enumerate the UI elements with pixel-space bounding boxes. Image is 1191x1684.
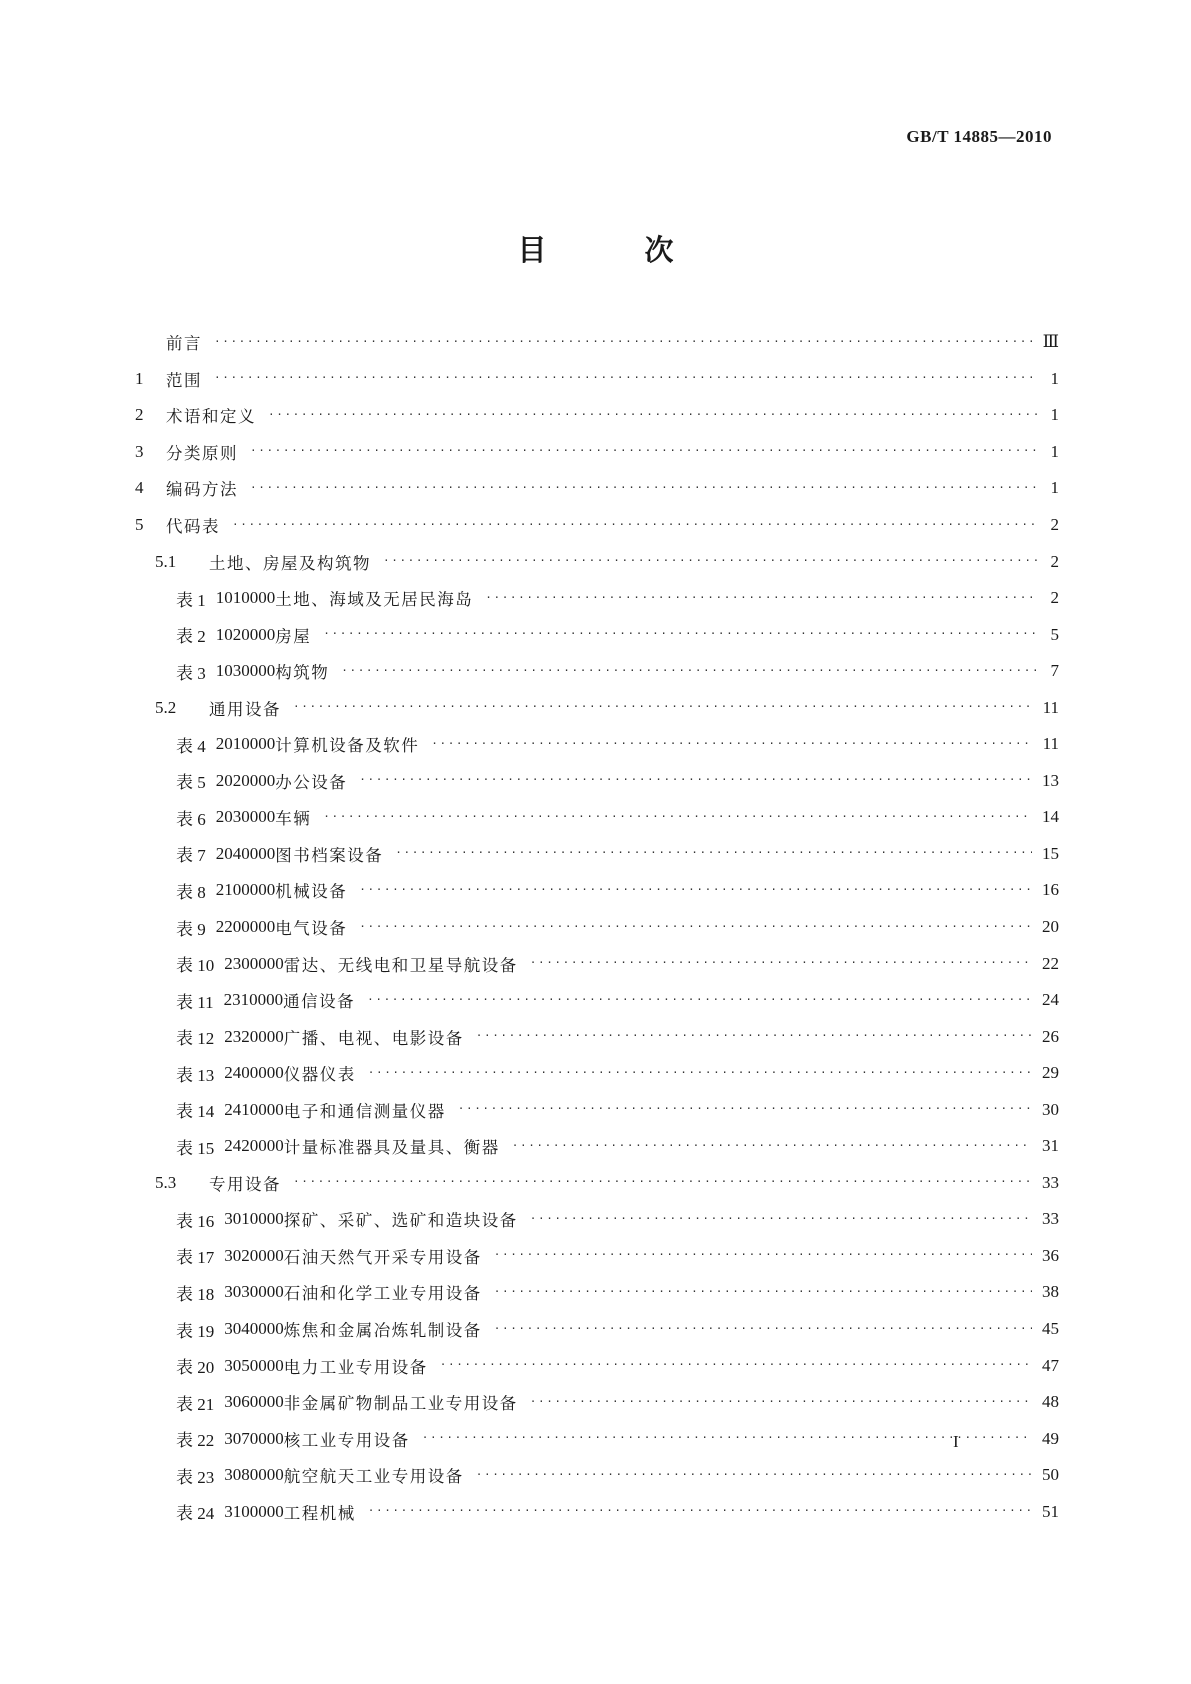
toc-entry-page: 20 <box>1042 917 1059 937</box>
toc-entry[interactable] <box>135 1201 1059 1238</box>
dot-leader <box>214 371 1037 384</box>
toc-entry-number: 表 8 <box>176 882 206 902</box>
toc-entry-label: 土地、房屋及构筑物 <box>209 553 371 573</box>
dot-leader <box>422 1431 1032 1444</box>
toc-entry-number: 表 10 <box>176 956 215 976</box>
toc-entry-code: 2400000 <box>224 1063 284 1083</box>
dot-leader <box>485 591 1037 604</box>
dot-leader <box>268 408 1037 421</box>
toc-entry-label: 石油天然气开采专用设备 <box>283 1247 482 1267</box>
toc-entry-label: 编码方法 <box>166 480 238 500</box>
toc-entry-label: 电力工业专用设备 <box>283 1357 428 1377</box>
dot-leader <box>214 335 1033 348</box>
toc-entry-number: 表 4 <box>176 736 206 756</box>
dot-leader <box>293 1175 1032 1188</box>
toc-entry-page: 1 <box>1050 441 1059 461</box>
toc-entry-number: 5.2 <box>155 697 177 717</box>
page-number: I <box>953 1432 959 1451</box>
dot-leader <box>440 1358 1032 1371</box>
toc-entry[interactable] <box>135 361 1059 398</box>
toc-entry-page: 26 <box>1042 1026 1059 1046</box>
toc-entry-code: 3050000 <box>224 1355 284 1375</box>
toc-entry[interactable] <box>135 1420 1059 1457</box>
toc-entry-page: 2 <box>1050 515 1059 534</box>
toc-entry-label: 探矿、采矿、选矿和造块设备 <box>283 1211 518 1231</box>
toc-entry-number: 表 22 <box>176 1431 215 1451</box>
toc-entry-label: 非金属矿物制品工业专用设备 <box>283 1394 518 1414</box>
toc-entry-page: 48 <box>1042 1392 1059 1412</box>
toc-entry-number: 5 <box>135 515 144 534</box>
toc-entry-code: 2310000 <box>223 990 284 1010</box>
dot-leader <box>341 664 1037 677</box>
toc-entry-number: 2 <box>135 405 144 425</box>
toc-entry-page: 7 <box>1050 661 1059 681</box>
toc-entry-number: 4 <box>135 478 144 498</box>
toc-entry[interactable] <box>135 982 1059 1019</box>
dot-leader <box>494 1248 1032 1261</box>
toc-entry[interactable] <box>135 324 1059 361</box>
toc-entry[interactable] <box>135 434 1059 471</box>
dot-leader <box>359 920 1032 933</box>
toc-entry-page: 38 <box>1042 1282 1059 1302</box>
toc-entry-code: 2100000 <box>215 880 276 900</box>
toc-entry-label: 房屋 <box>275 626 312 646</box>
toc-entry-number: 表 16 <box>176 1211 215 1231</box>
toc-entry-number: 表 9 <box>176 919 206 939</box>
toc-entry-label: 电气设备 <box>275 919 348 939</box>
toc-entry-page: 33 <box>1042 1209 1059 1229</box>
toc-entry-code: 2410000 <box>224 1099 284 1119</box>
toc-entry[interactable] <box>135 1347 1059 1384</box>
table-of-contents <box>135 324 1059 1530</box>
toc-entry-number: 表 7 <box>176 846 206 866</box>
toc-entry-number: 表 20 <box>176 1358 215 1378</box>
toc-entry[interactable] <box>135 945 1059 982</box>
toc-entry-number: 表 1 <box>176 590 206 610</box>
toc-entry-page: 1 <box>1050 368 1059 388</box>
toc-entry-code: 3020000 <box>224 1245 284 1265</box>
toc-entry-number: 表 3 <box>176 663 206 683</box>
dot-leader <box>476 1468 1032 1481</box>
toc-entry-number: 表 17 <box>176 1248 215 1268</box>
toc-entry-label: 仪器仪表 <box>283 1065 356 1085</box>
toc-entry[interactable] <box>135 689 1059 726</box>
toc-entry[interactable] <box>135 726 1059 763</box>
toc-entry-code: 2320000 <box>224 1026 284 1046</box>
toc-entry[interactable] <box>135 909 1059 946</box>
toc-entry-label: 构筑物 <box>275 663 330 683</box>
toc-entry[interactable] <box>135 1274 1059 1311</box>
toc-entry[interactable] <box>135 836 1059 873</box>
toc-entry-label: 电子和通信测量仪器 <box>283 1101 446 1121</box>
toc-entry[interactable] <box>135 1238 1059 1275</box>
dot-leader <box>383 554 1037 567</box>
toc-entry-label: 工程机械 <box>283 1503 356 1523</box>
toc-entry-number: 表 12 <box>176 1029 215 1049</box>
toc-entry-page: 1 <box>1050 478 1059 498</box>
dot-leader <box>530 956 1032 969</box>
toc-entry[interactable] <box>135 763 1059 800</box>
toc-entry-number: 表 2 <box>176 627 206 647</box>
dot-leader <box>458 1102 1032 1115</box>
toc-entry-code: 1020000 <box>215 624 276 644</box>
toc-entry-label: 通信设备 <box>283 992 356 1012</box>
toc-entry-page: 11 <box>1042 697 1059 717</box>
toc-entry-code: 2010000 <box>215 734 276 754</box>
toc-entry-label: 前言 <box>166 334 202 354</box>
toc-entry-code: 3030000 <box>224 1282 284 1302</box>
toc-entry-page: 22 <box>1042 953 1059 973</box>
toc-entry-label: 航空航天工业专用设备 <box>283 1467 464 1487</box>
standard-code: GB/T 14885—2010 <box>906 127 1052 146</box>
toc-entry[interactable] <box>135 1494 1059 1531</box>
toc-entry-label: 术语和定义 <box>166 407 256 427</box>
toc-entry-label: 范围 <box>166 370 202 390</box>
toc-entry-code: 2030000 <box>215 807 276 827</box>
toc-entry-page: 2 <box>1050 551 1059 571</box>
toc-entry-label: 雷达、无线电和卫星导航设备 <box>283 955 518 975</box>
toc-entry[interactable] <box>135 1457 1059 1494</box>
toc-entry-page: 50 <box>1042 1465 1059 1485</box>
toc-entry[interactable] <box>135 1311 1059 1348</box>
toc-entry[interactable] <box>135 580 1059 617</box>
toc-entry-label: 计量标准器具及量具、衡器 <box>283 1138 500 1158</box>
toc-entry-code: 3060000 <box>224 1392 284 1412</box>
dot-leader <box>512 1139 1032 1152</box>
toc-entry-number: 表 6 <box>176 809 206 829</box>
toc-entry-page: 14 <box>1042 807 1059 827</box>
toc-entry-number: 表 21 <box>176 1394 215 1414</box>
dot-leader <box>431 737 1032 750</box>
toc-entry-label: 炼焦和金属冶炼轧制设备 <box>283 1321 482 1341</box>
toc-entry-number: 表 19 <box>176 1321 215 1341</box>
toc-entry-page: 29 <box>1042 1063 1059 1083</box>
toc-entry-label: 通用设备 <box>209 699 281 719</box>
toc-entry-page: 36 <box>1042 1245 1059 1265</box>
toc-entry[interactable] <box>135 1384 1059 1421</box>
toc-entry-number: 1 <box>135 368 144 388</box>
toc-entry-label: 计算机设备及软件 <box>275 736 420 756</box>
toc-entry-number: 表 18 <box>176 1284 215 1304</box>
toc-entry[interactable] <box>135 470 1059 507</box>
toc-entry-label: 代码表 <box>166 517 220 536</box>
dot-leader <box>323 627 1037 640</box>
toc-entry-label: 核工业专用设备 <box>283 1430 410 1450</box>
toc-entry-number: 表 13 <box>176 1065 215 1085</box>
toc-entry-code: 2300000 <box>224 953 284 973</box>
toc-entry-label: 土地、海域及无居民海岛 <box>275 590 474 610</box>
toc-entry[interactable] <box>135 872 1059 909</box>
dot-leader <box>359 773 1032 786</box>
dot-leader <box>250 444 1037 457</box>
dot-leader <box>359 883 1032 896</box>
toc-entry[interactable] <box>135 397 1059 434</box>
dot-leader <box>395 846 1032 859</box>
toc-entry[interactable] <box>135 1165 1059 1202</box>
dot-leader <box>368 1504 1032 1517</box>
toc-entry-page: 51 <box>1042 1501 1059 1521</box>
toc-entry[interactable] <box>135 799 1059 836</box>
toc-entry[interactable] <box>135 653 1059 690</box>
toc-entry-page: 13 <box>1042 770 1059 790</box>
toc-entry-page: 49 <box>1042 1428 1059 1448</box>
toc-entry-page: 45 <box>1042 1319 1059 1339</box>
toc-entry[interactable] <box>135 616 1059 653</box>
dot-leader <box>323 810 1032 823</box>
toc-entry[interactable] <box>135 1128 1059 1165</box>
toc-entry-number: 表 11 <box>176 992 214 1012</box>
toc-entry-code: 2040000 <box>215 843 276 863</box>
dot-leader <box>368 1066 1032 1079</box>
toc-entry-label: 办公设备 <box>275 772 348 792</box>
dot-leader <box>530 1212 1032 1225</box>
toc-entry-label: 车辆 <box>275 809 312 829</box>
toc-entry-code: 1010000 <box>215 588 276 608</box>
toc-entry-page: 11 <box>1042 734 1059 754</box>
toc-entry[interactable] <box>135 1055 1059 1092</box>
toc-entry-page: 5 <box>1050 624 1059 644</box>
toc-entry-number: 表 23 <box>176 1467 215 1487</box>
toc-entry[interactable] <box>135 543 1059 580</box>
toc-entry-code: 3010000 <box>224 1209 284 1229</box>
toc-entry-number: 表 24 <box>176 1504 215 1524</box>
toc-entry[interactable] <box>135 507 1059 544</box>
toc-entry-code: 2200000 <box>215 917 276 937</box>
toc-entry-page: 30 <box>1042 1099 1059 1119</box>
toc-entry-page: 31 <box>1042 1136 1059 1156</box>
toc-entry-code: 2020000 <box>215 770 276 790</box>
toc-entry-page: 16 <box>1042 880 1059 900</box>
toc-entry-label: 分类原则 <box>166 443 238 463</box>
toc-entry-code: 3040000 <box>224 1319 284 1339</box>
dot-leader <box>494 1285 1032 1298</box>
toc-entry-label: 专用设备 <box>209 1174 281 1194</box>
dot-leader <box>293 700 1033 713</box>
toc-entry-label: 图书档案设备 <box>275 845 384 865</box>
toc-entry-code: 2420000 <box>224 1136 284 1156</box>
toc-entry-code: 3100000 <box>224 1501 284 1521</box>
dot-leader <box>476 1029 1032 1042</box>
toc-entry-code: 3070000 <box>224 1428 284 1448</box>
toc-entry-number: 5.1 <box>155 551 177 571</box>
dot-leader <box>367 993 1032 1006</box>
dot-leader <box>530 1395 1032 1408</box>
page-title: 目 次 <box>517 233 718 267</box>
toc-entry-number: 3 <box>135 441 144 461</box>
toc-entry-page: 1 <box>1050 405 1059 425</box>
toc-entry[interactable] <box>135 1018 1059 1055</box>
toc-entry-number: 表 15 <box>176 1138 215 1158</box>
toc-entry-page: 33 <box>1042 1172 1059 1192</box>
toc-entry-page: Ⅲ <box>1042 332 1059 352</box>
toc-entry-label: 广播、电视、电影设备 <box>283 1028 464 1048</box>
toc-entry-label: 机械设备 <box>275 882 348 902</box>
toc-entry-page: 47 <box>1042 1355 1059 1375</box>
toc-entry-number: 表 5 <box>176 773 206 793</box>
toc-entry-page: 15 <box>1042 843 1059 863</box>
dot-leader <box>250 481 1037 494</box>
toc-entry-label: 石油和化学工业专用设备 <box>283 1284 482 1304</box>
toc-entry-code: 3080000 <box>224 1465 284 1485</box>
toc-entry-code: 1030000 <box>215 661 276 681</box>
toc-entry-number: 表 14 <box>176 1102 215 1122</box>
toc-entry-page: 24 <box>1042 990 1059 1010</box>
toc-entry-number: 5.3 <box>155 1172 177 1192</box>
toc-entry-page: 2 <box>1050 588 1059 608</box>
dot-leader <box>494 1322 1032 1335</box>
toc-entry[interactable] <box>135 1091 1059 1128</box>
dot-leader <box>232 518 1037 531</box>
